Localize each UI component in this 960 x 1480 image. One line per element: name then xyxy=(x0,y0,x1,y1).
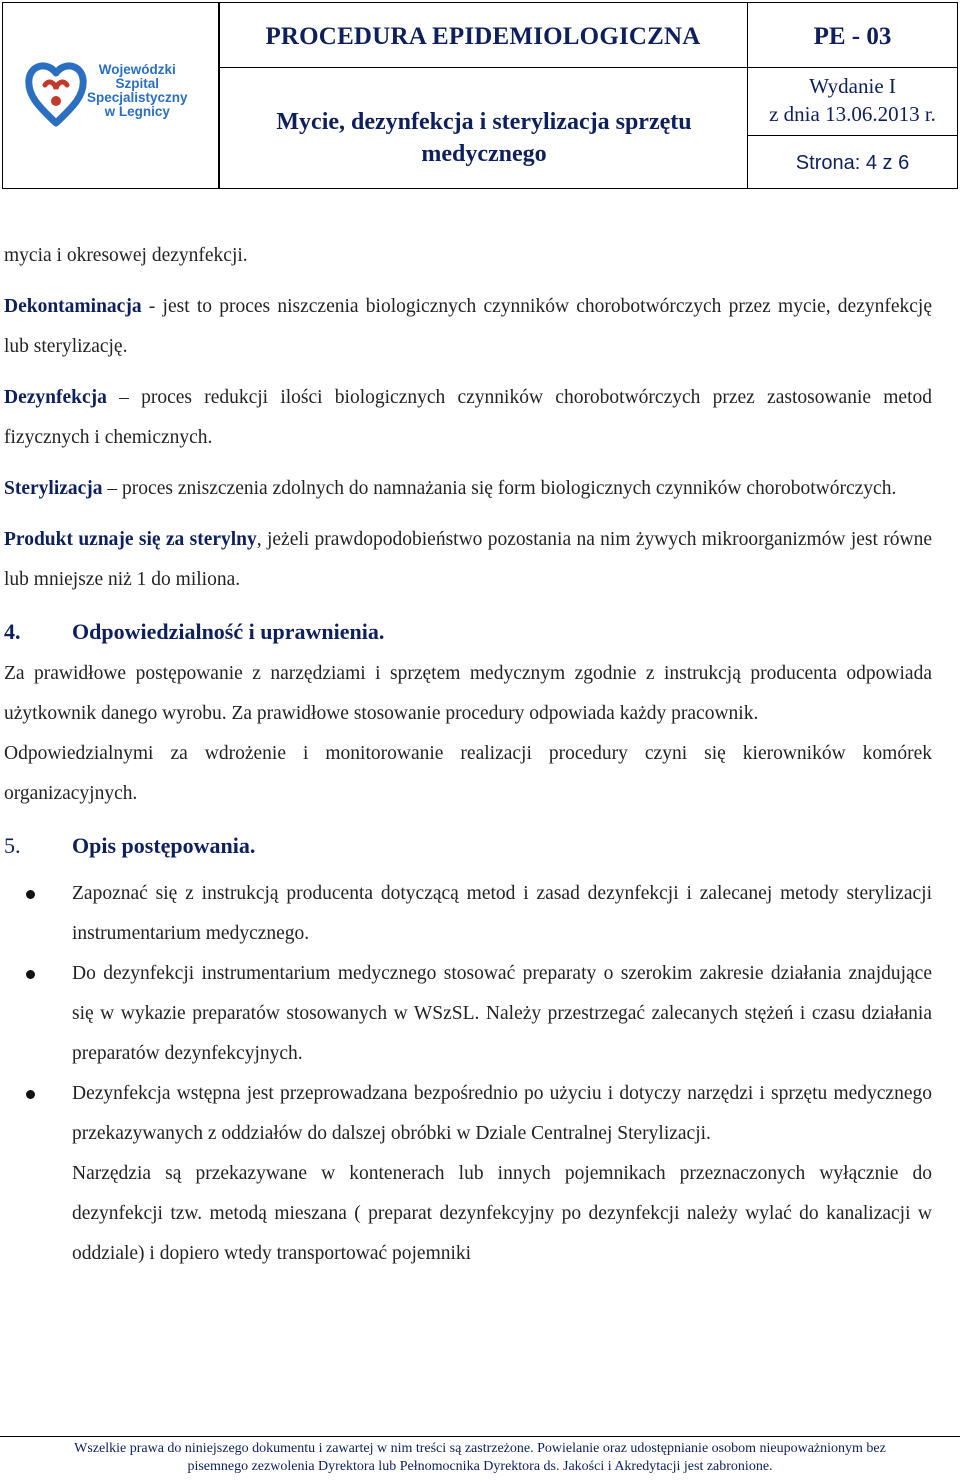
section-4-heading xyxy=(4,610,932,654)
heart-logo-icon xyxy=(25,57,87,127)
paragraph-produkt xyxy=(4,520,932,600)
hospital-logo xyxy=(25,57,215,127)
document-header xyxy=(0,0,960,190)
list-item-text: Dezynfekcja wstępna jest przeprowadzana bezpośrednio po użyciu i dotyczy narzędzi i sprzętu medycznego przekazywanych z oddziałów do dalszej obróbki w Dziale Centralnej Sterylizacji. xyxy=(72,1083,932,1144)
section-5-number: 5. xyxy=(4,833,21,858)
logo-cell xyxy=(2,2,220,189)
edition-cell xyxy=(747,67,958,189)
footer-line-2: pisemnego zezwolenia Dyrektora lub Pełnomocnika Dyrektora ds. Jakości i Akredytacji jest zabronione. xyxy=(187,1459,773,1474)
list-item xyxy=(4,874,932,954)
section-4-number: 4. xyxy=(4,619,21,644)
logo-line-4: w Legnicy xyxy=(104,104,170,119)
list-item xyxy=(4,1074,932,1154)
footer-line-1: Wszelkie prawa do niniejszego dokumentu i zawartej w nim treści są zastrzeżone. Powielanie oraz udostępnianie osobom nieupoważnionym bez xyxy=(74,1441,886,1456)
bullet-icon xyxy=(26,970,35,979)
paragraph-kierownicy: Odpowiedzialnymi za wdrożenie i monitorowanie realizacji procedury czyni się kierowników komórek organizacyjnych. xyxy=(4,743,932,804)
document-body xyxy=(4,236,932,1274)
bullet-icon xyxy=(26,890,35,899)
definition-sterylny: , jeżeli prawdopodobieństwo pozostania na nim żywych mikroorganizmów jest równe lub mniejsze niż 1 do miliona. xyxy=(4,529,932,590)
section-5-title: Opis postępowania. xyxy=(72,833,256,858)
procedure-code: PE - 03 xyxy=(813,23,892,50)
section-5-heading xyxy=(4,824,932,868)
edition-divider xyxy=(748,135,957,136)
paragraph-odpowiedzialnosc: Za prawidłowe postępowanie z narzędziami i sprzętem medycznym zgodnie z instrukcją producenta odpowiada użytkownik danego wyrobu. Za prawidłowe stosowanie procedury odpowiada każdy pracownik. xyxy=(4,663,932,724)
paragraph-sterylizacja xyxy=(4,469,932,509)
logo-line-3: Specjalistyczny xyxy=(87,90,188,105)
code-cell xyxy=(747,2,958,68)
term-dekontaminacja: Dekontaminacja xyxy=(4,296,142,317)
title-cell xyxy=(218,67,748,189)
logo-line-2: Szpital xyxy=(115,76,160,91)
edition-date: z dnia 13.06.2013 r. xyxy=(769,102,936,126)
section-4-title: Odpowiedzialność i uprawnienia. xyxy=(72,619,385,644)
procedure-steps-list xyxy=(4,874,932,1154)
definition-dekontaminacja: - jest to proces niszczenia biologicznych czynników chorobotwórczych przez mycie, dezynfekcję lub sterylizację. xyxy=(4,296,932,357)
term-sterylizacja: Sterylizacja xyxy=(4,478,103,499)
document-footer xyxy=(0,1436,960,1480)
edition-label: Wydanie I xyxy=(809,74,896,98)
paragraph-mycia: mycia i okresowej dezynfekcji. xyxy=(4,245,248,266)
list-item-text: Zapoznać się z instrukcją producenta dotyczącą metod i zasad dezynfekcji i zalecanej metody sterylizacji instrumentarium medycznego. xyxy=(72,883,932,944)
procedure-title: PROCEDURA EPIDEMIOLOGICZNA xyxy=(265,23,701,50)
definition-dezynfekcja: – proces redukcji ilości biologicznych czynników chorobotwórczych przez zastosowanie metod fizycznych i chemicznych. xyxy=(4,387,932,448)
paragraph-dezynfekcja xyxy=(4,378,932,458)
procedure-cell xyxy=(218,2,748,68)
paragraph-dekontaminacja xyxy=(4,287,932,367)
list-item xyxy=(4,954,932,1074)
logo-line-1: Wojewódzki xyxy=(98,62,176,77)
term-sterylny: Produkt uznaje się za sterylny xyxy=(4,529,257,550)
term-dezynfekcja: Dezynfekcja xyxy=(4,387,107,408)
logo-text xyxy=(87,63,188,119)
list-item-text: Do dezynfekcji instrumentarium medycznego stosować preparaty o szerokim zakresie działania znajdujące się w wykazie preparatów stosowanych w WSzSL. Należy przestrzegać zalecanych stężeń i czasu działania preparatów dezynfekcyjnych. xyxy=(72,963,932,1064)
document-title: Mycie, dezynfekcja i sterylizacja sprzętu medycznego xyxy=(276,109,692,167)
bullet-icon xyxy=(26,1090,35,1099)
paragraph-narzedzia: Narzędzia są przekazywane w kontenerach lub innych pojemnikach przeznaczonych wyłącznie do dezynfekcji tzw. metodą mieszana ( preparat dezynfekcyjny po dezynfekcji należy wylać do kanalizacji w oddziale) i dopiero wtedy transportować pojemniki xyxy=(72,1163,932,1264)
definition-sterylizacja: – proces zniszczenia zdolnych do namnażania się form biologicznych czynników chorobotwórczych. xyxy=(102,478,897,499)
page-number: Strona: 4 z 6 xyxy=(795,152,910,174)
